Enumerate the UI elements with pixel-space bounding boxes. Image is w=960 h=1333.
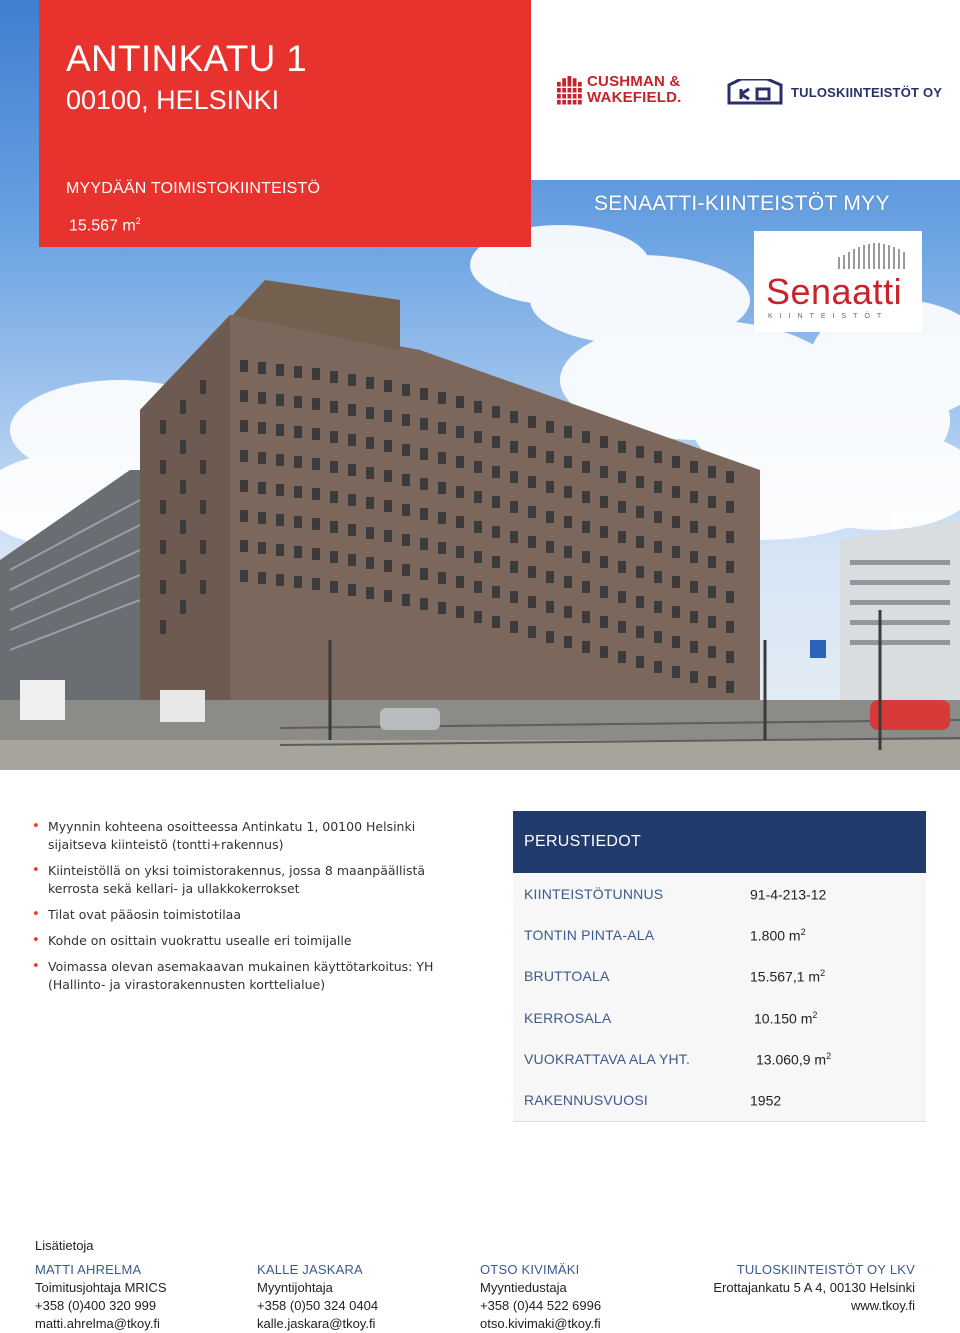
list-item: • Voimassa olevan asemakaavan mukainen käyttötarkoitus: YH (Hallinto- ja virastorakennusten korttelialue) xyxy=(30,958,470,994)
cushman-line: CUSHMAN & xyxy=(587,73,681,90)
company-address: Erottajankatu 5 A 4, 00130 Helsinki xyxy=(713,1280,915,1295)
basic-info-body xyxy=(513,873,926,1122)
contact-footer xyxy=(0,1228,960,1331)
wakefield-line: WAKEFIELD. xyxy=(587,89,682,106)
info-value: 10.150 $m^2$ xyxy=(754,1010,818,1027)
info-label: KERROSALA xyxy=(524,1010,612,1026)
contact-card xyxy=(35,1261,167,1333)
info-row xyxy=(524,886,924,906)
contact-phone[interactable]: +358 (0)44 522 6996 xyxy=(480,1298,602,1313)
info-value: 1.800 $m^2$ xyxy=(750,927,806,944)
senaatti-bars-icon xyxy=(768,239,908,269)
contact-name: MATTI AHRELMA xyxy=(35,1262,142,1277)
info-label: KIINTEISTÖTUNNUS xyxy=(524,886,664,902)
company-info xyxy=(705,1261,915,1315)
property-highlights xyxy=(30,818,470,1002)
list-item: • Myynnin kohteena osoitteessa Antinkatu 1, 00100 Helsinki sijaitseva kiinteistö (tontti+rakennus) xyxy=(30,818,470,854)
offer-label: MYYDÄÄN TOIMISTOKIINTEISTÖ xyxy=(66,180,321,197)
info-row xyxy=(524,1010,924,1030)
company-website-link[interactable]: www.tkoy.fi xyxy=(850,1298,915,1313)
senaatti-wordmark: Senaatti xyxy=(766,271,903,312)
info-label: VUOKRATTAVA ALA YHT. xyxy=(524,1051,691,1067)
contact-name: OTSO KIVIMÄKI xyxy=(480,1262,580,1277)
contact-phone[interactable]: +358 (0)400 320 999 xyxy=(35,1298,157,1313)
info-value: 91-4-213-12 xyxy=(750,886,827,903)
company-name: TULOSKIINTEISTÖT OY LKV xyxy=(736,1262,915,1277)
tuloskiinteistot-logo-text: TULOSKIINTEISTÖT OY xyxy=(791,85,943,100)
list-item: • Kiinteistöllä on yksi toimistorakennus, jossa 8 maanpäällistä kerrosta sekä kellari- ja ullakkokerrokset xyxy=(30,862,470,898)
info-label: BRUTTOALA xyxy=(524,968,610,984)
contact-email[interactable]: matti.ahrelma@tkoy.fi xyxy=(35,1316,160,1331)
contact-role: Toimitusjohtaja MRICS xyxy=(35,1280,167,1295)
info-value: 15.567,1 $m^2$ xyxy=(750,968,826,985)
basic-info-panel xyxy=(513,811,926,1121)
property-city: 00100, HELSINKI xyxy=(66,85,280,115)
property-area: 15.567 $m^2$ xyxy=(69,216,141,235)
more-info-label: Lisätietoja xyxy=(35,1238,94,1253)
info-label: TONTIN PINTA-ALA xyxy=(524,927,655,943)
senaatti-logo xyxy=(754,231,922,332)
cushman-wakefield-logo xyxy=(587,74,682,106)
seller-heading: SENAATTI-KIINTEISTÖT MYY xyxy=(594,192,890,215)
contact-name: KALLE JASKARA xyxy=(257,1262,363,1277)
info-value: 13.060,9 $m^2$ xyxy=(756,1051,832,1068)
contact-role: Myyntijohtaja xyxy=(257,1280,333,1295)
title-panel xyxy=(39,0,531,247)
list-item: • Kohde on osittain vuokrattu usealle eri toimijalle xyxy=(30,932,470,950)
info-row xyxy=(524,1092,924,1112)
basic-info-header xyxy=(513,811,926,873)
contact-role: Myyntiedustaja xyxy=(480,1280,567,1295)
info-row xyxy=(524,1051,924,1071)
tuloskiinteistot-mark-icon xyxy=(727,79,783,105)
contact-email[interactable]: otso.kivimaki@tkoy.fi xyxy=(480,1316,601,1331)
contact-phone[interactable]: +358 (0)50 324 0404 xyxy=(257,1298,379,1313)
senaatti-subline: KIINTEISTÖT xyxy=(768,313,889,320)
info-label: RAKENNUSVUOSI xyxy=(524,1092,648,1108)
contact-email[interactable]: kalle.jaskara@tkoy.fi xyxy=(257,1316,376,1331)
cushman-wakefield-logo-icon xyxy=(554,72,584,110)
contact-card xyxy=(480,1261,601,1333)
contact-card xyxy=(257,1261,378,1333)
info-value: 1952 xyxy=(750,1092,782,1109)
info-row xyxy=(524,968,924,988)
property-street: ANTINKATU 1 xyxy=(66,38,308,79)
basic-info-title: PERUSTIEDOT xyxy=(524,833,642,850)
info-row xyxy=(524,927,924,947)
list-item: • Tilat ovat pääosin toimistotilaa xyxy=(30,906,470,924)
